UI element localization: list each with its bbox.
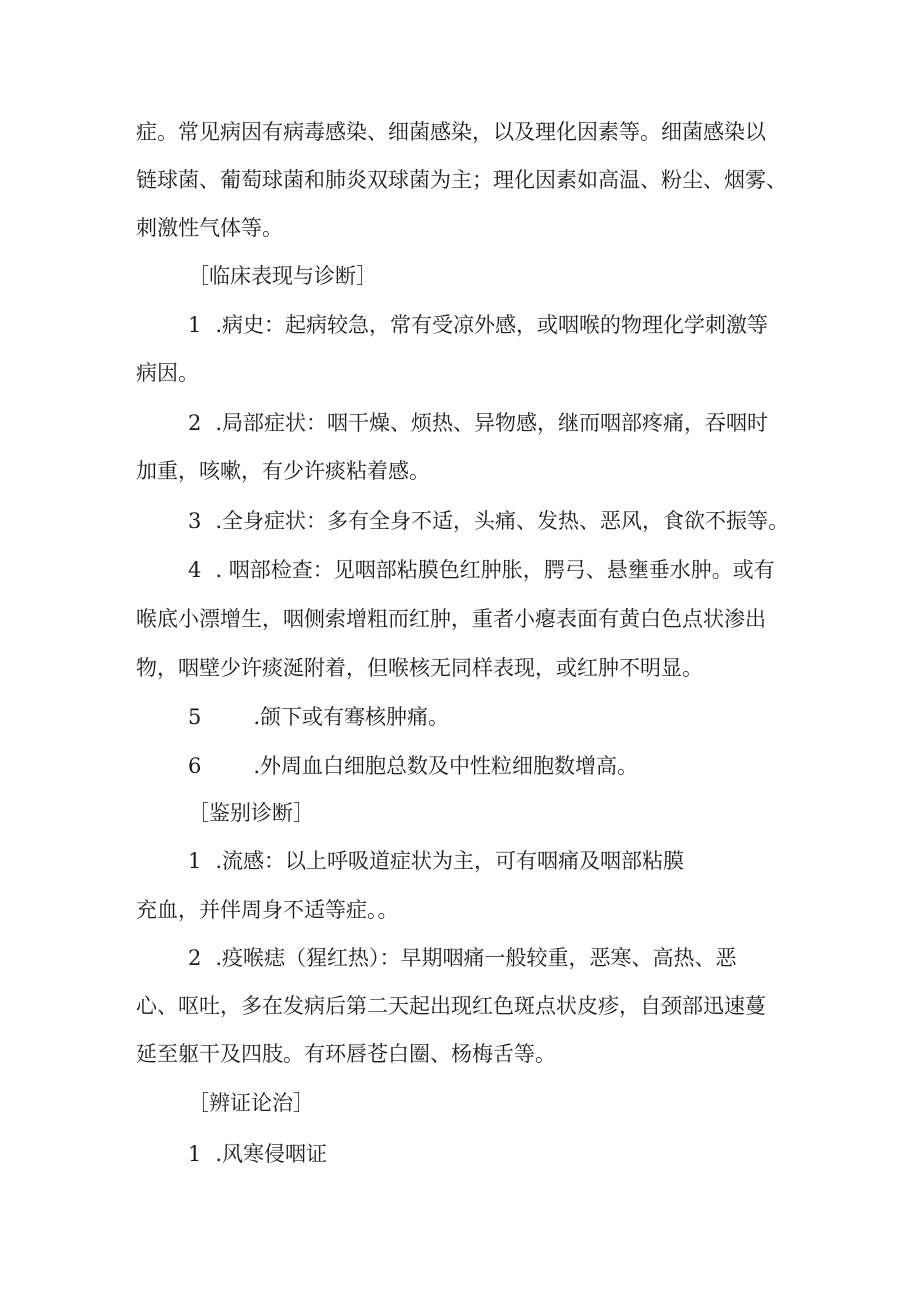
differential-item-2-cont-2: 延至躯干及四肢。有环唇苍白圈、杨梅舌等。 xyxy=(136,1042,556,1066)
item-number: 1 xyxy=(188,849,202,873)
differential-item-2 xyxy=(188,943,737,973)
treatment-item-1 xyxy=(188,1139,327,1169)
item-text: .外周血白细胞总数及中性粒细胞数增高。 xyxy=(253,754,639,778)
item-text: .颌下或有骞核肿痛。 xyxy=(253,705,450,729)
clinical-item-5 xyxy=(188,702,449,732)
item-text: .流感：以上呼吸道症状为主，可有咽痛及咽部粘膜 xyxy=(215,849,685,873)
clinical-item-1 xyxy=(188,310,768,340)
item-number: 1 xyxy=(188,313,202,337)
item-number: 1 xyxy=(188,1142,202,1166)
item-text: .风寒侵咽证 xyxy=(215,1142,328,1166)
item-number: 6 xyxy=(188,754,202,778)
intro-line-2: 链球菌、葡萄球菌和肺炎双球菌为主；理化因素如高温、粉尘、烟雾、 xyxy=(136,168,787,192)
item-text: .局部症状：咽干燥、烦热、异物感，继而咽部疼痛，吞咽时 xyxy=(215,411,769,435)
treatment-heading: ［辨证论治］ xyxy=(188,1091,314,1115)
item-number: 2 xyxy=(188,411,202,435)
clinical-item-4-cont-2: 物，咽壁少许痰涎附着，但喉核无同样表现，或红肿不明显。 xyxy=(136,656,703,680)
clinical-item-4 xyxy=(188,555,775,585)
clinical-item-2 xyxy=(188,408,768,438)
differential-item-1 xyxy=(188,846,684,876)
item-text: . 咽部检查：见咽部粘膜色红肿胀，腭弓、悬壅垂水肿。或有 xyxy=(215,558,775,582)
item-number: 2 xyxy=(188,946,202,970)
clinical-item-1-cont: 病因。 xyxy=(136,361,199,385)
item-number: 4 xyxy=(188,558,202,582)
differential-item-1-cont: 充血，并伴周身不适等症。。 xyxy=(136,898,399,922)
clinical-heading: ［临床表现与诊断］ xyxy=(188,264,377,288)
differential-heading: ［鉴别诊断］ xyxy=(188,801,314,825)
clinical-item-2-cont: 加重，咳嗽，有少许痰粘着感。 xyxy=(136,459,430,483)
item-text: .病史：起病较急，常有受凉外感，或咽喉的物理化学刺激等 xyxy=(215,313,769,337)
intro-line-1: 症。常见病因有病毒感染、细菌感染，以及理化因素等。细菌感染以 xyxy=(136,120,766,144)
item-number: 3 xyxy=(188,509,202,533)
clinical-item-6 xyxy=(188,751,638,781)
item-text: .疫喉痣（猩红热）：早期咽痛一般较重，恶寒、高热、恶 xyxy=(215,946,737,970)
intro-line-3: 刺激性气体等。 xyxy=(136,216,283,240)
item-number: 5 xyxy=(188,705,202,729)
differential-item-2-cont-1: 心、呕吐，多在发病后第二天起出现红色斑点状皮疹，自颈部迅速蔓 xyxy=(136,994,766,1018)
item-text: .全身症状：多有全身不适，头痛、发热、恶风，食欲不振等。 xyxy=(215,509,790,533)
clinical-item-3 xyxy=(188,506,789,536)
clinical-item-4-cont-1: 喉底小漂增生，咽侧索增粗而红肿，重者小瘪表面有黄白色点状渗出 xyxy=(136,607,766,631)
